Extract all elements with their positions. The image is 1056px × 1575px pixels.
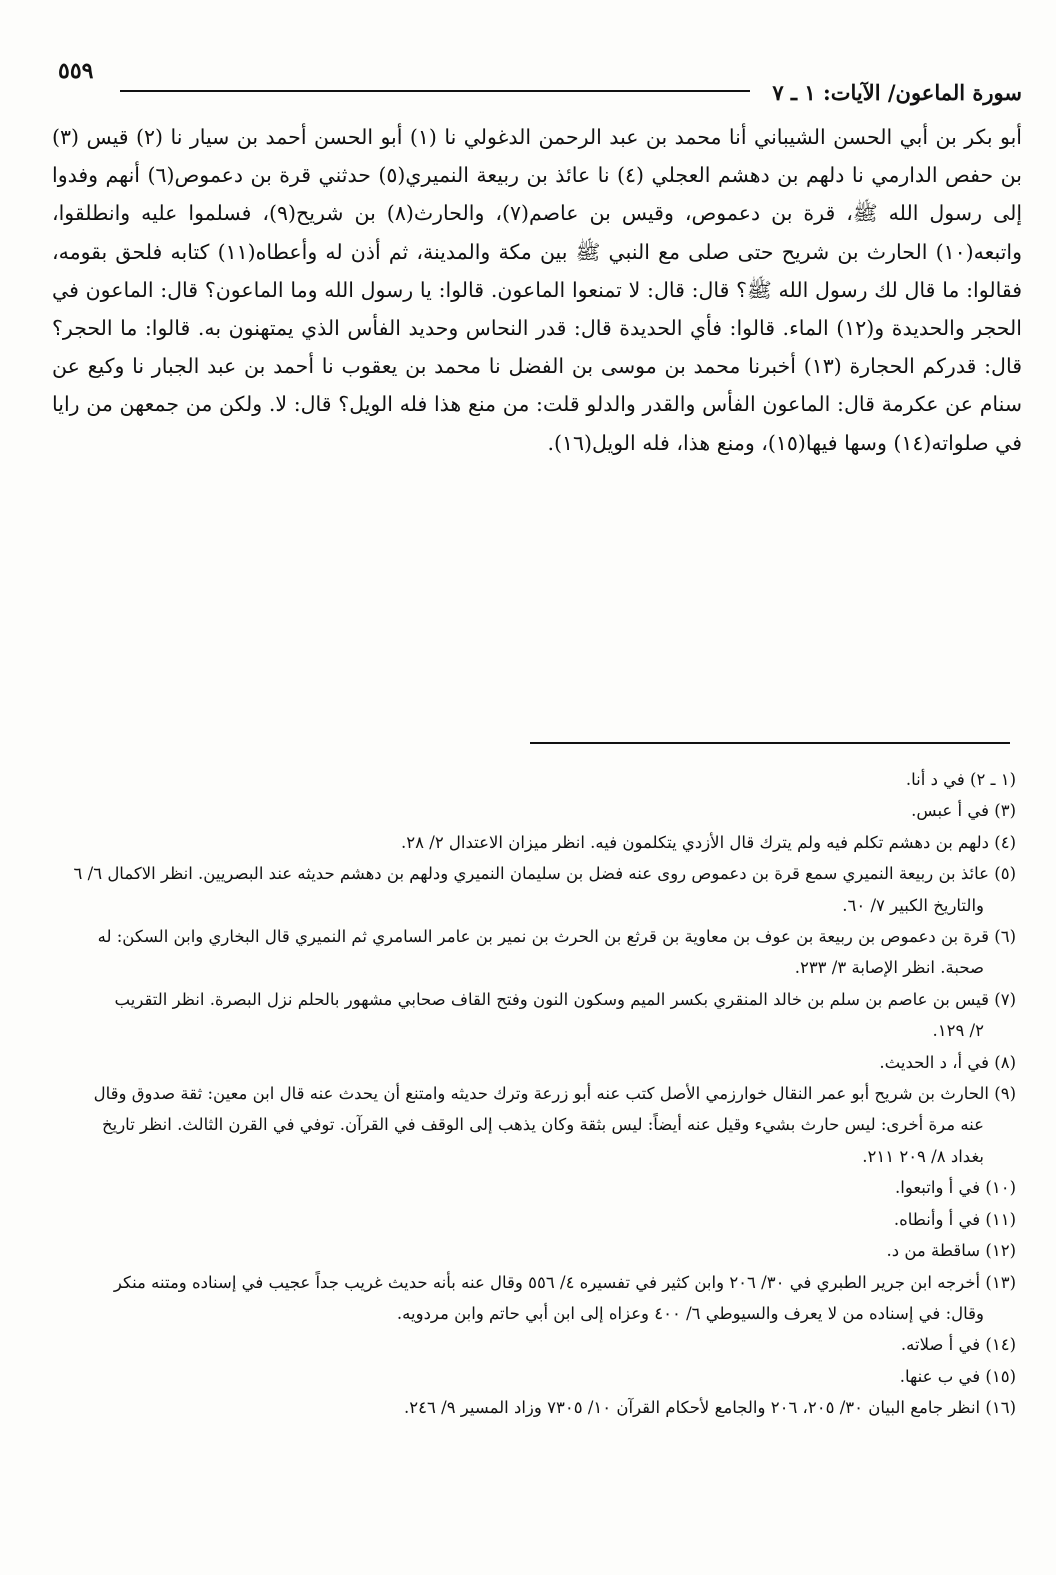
footnote-line: (١٣) أخرجه ابن جرير الطبري في ٣٠/ ٢٠٦ وابن كثير في تفسيره ٤/ ٥٥٦ وقال عنه بأنه حديث غريب جداً عجيب في إسناده ومتنه منكر [113, 1272, 1016, 1292]
footnote [48, 1078, 1016, 1172]
footnote-line: بغداد ٨/ ٢٠٩ ٢١١. [862, 1146, 984, 1166]
page-header [58, 58, 1022, 108]
footnote [48, 1329, 1016, 1360]
footnote [48, 1047, 1016, 1078]
footnote-line: (٣) في أ عبس. [911, 801, 1016, 821]
footnote [48, 764, 1016, 795]
footnote-line: صحبة. انظر الإصابة ٣/ ٢٣٣. [794, 958, 984, 978]
main-text [52, 118, 1022, 462]
footnote [48, 795, 1016, 826]
footnote [48, 858, 1016, 921]
footnote-separator [530, 742, 1010, 744]
running-title: سورة الماعون/ الآيات: ١ ـ ٧ [772, 80, 1022, 105]
main-paragraph: أبو بكر بن أبي الحسن الشيباني أنا محمد بن عبد الرحمن الدغولي نا (١) أبو الحسن أحمد بن سيار نا (٢) قيس (٣) بن حفص الدارمي نا دلهم بن دهشم العجلي (٤) نا عائذ بن ربيعة النميري(٥) حدثني قرة بن دعموص(٦) أنهم وفدوا إلى رسول الله ﷺ، قرة بن دعموص، وقيس بن عاصم(٧)، والحارث(٨) بن شريح(٩)، فسلموا عليه وانطلقوا، واتبعه(١٠) الحارث بن شريح حتى صلى مع النبي ﷺ بين مكة والمدينة، ثم أذن له وأعطاه(١١) كتابه فلحق بقومه، فقالوا: ما قال لك رسول الله ﷺ؟ قال: قال: لا تمنعوا الماعون. قالوا: يا رسول الله وما الماعون؟ قال: الماعون في الحجر والحديدة و(١٢) الماء. قالوا: فأي الحديدة قال: قدر النحاس وحديد الفأس الذي يمتهنون به. قالوا: ما الحجر؟ قال: قدركم الحجارة (١٣) أخبرنا محمد بن موسى بن الفضل نا محمد بن يعقوب نا أحمد بن عبد الجبار نا وكيع عن سنام عن عكرمة قال: الماعون الفأس والقدر والدلو قلت: من منع هذا فله الويل؟ قال: لا. ولكن من جمعهن من رايا في صلواته(١٤) وسها فيها(١٥)، ومنع هذا، فله الويل(١٦). [52, 125, 1023, 455]
footnotes-section [48, 764, 1016, 1424]
footnote [48, 1392, 1016, 1423]
header-rule [120, 90, 750, 92]
footnote-line: (١٢) ساقطة من د. [886, 1241, 1016, 1261]
page-number: ٥٥٩ [58, 58, 94, 84]
footnote [48, 1172, 1016, 1203]
footnote [48, 1204, 1016, 1235]
footnote-line: (٨) في أ، د الحديث. [879, 1052, 1016, 1072]
footnote-line: ٢/ ١٢٩. [932, 1021, 984, 1041]
footnote-line: (٩) الحارث بن شريح أبو عمر النقال خوارزمي الأصل كتب عنه أبو زرعة وترك حديثه وامتنع أن يحدث عنه قال ابن معين: ثقة صدوق وقال [93, 1084, 1016, 1104]
footnote-line: (١١) في أ وأنطاه. [893, 1209, 1016, 1229]
footnote-line: (٤) دلهم بن دهشم تكلم فيه ولم يترك قال الأزدي يتكلمون فيه. انظر ميزان الاعتدال ٢/ ٢٨. [401, 832, 1016, 852]
footnote [48, 1267, 1016, 1330]
footnote [48, 984, 1016, 1047]
footnote-line: (١٥) في ب عنها. [899, 1366, 1016, 1386]
footnote-line: (٧) قيس بن عاصم بن سلم بن خالد المنقري بكسر الميم وسكون النون وفتح القاف صحابي مشهور بالحلم نزل البصرة. انظر التقريب [114, 989, 1016, 1009]
footnote-line: والتاريخ الكبير ٧/ ٦٠. [842, 895, 984, 915]
footnote-line: (١٦) انظر جامع البيان ٣٠/ ٢٠٥، ٢٠٦ والجامع لأحكام القرآن ١٠/ ٧٣٠٥ وزاد المسير ٩/ ٢٤٦. [404, 1398, 1016, 1418]
footnote-line: (١٤) في أ صلاته. [900, 1335, 1016, 1355]
footnote [48, 1361, 1016, 1392]
footnote-line: (٦) قرة بن دعموص بن ربيعة بن عوف بن معاوية بن قرثع بن الحرث بن نمير بن عامر السامري ثم النميري قال البخاري وابن السكن: له [97, 927, 1016, 947]
footnote-line: (١ ـ ٢) في د أنا. [905, 770, 1016, 789]
footnote-line: (٥) عائذ بن ربيعة النميري سمع قرة بن دعموص روى عنه فضل بن سليمان النميري ودلهم بن دهشم حديثه عند البصريين. انظر الاكمال ٦/ ٦ [73, 864, 1016, 884]
footnote-line: (١٠) في أ واتبعوا. [894, 1178, 1016, 1198]
footnote [48, 921, 1016, 984]
footnote [48, 827, 1016, 858]
footnote-line: وقال: في إسناده من لا يعرف والسيوطي ٦/ ٤٠٠ وعزاه إلى ابن أبي حاتم وابن مردويه. [396, 1303, 984, 1323]
footnote [48, 1235, 1016, 1266]
footnote-line: عنه مرة أخرى: ليس حارث بشيء وقيل عنه أيضاً: ليس بثقة وكان يذهب إلى الوقف في القرآن. توفي في القرن الثالث. انظر تاريخ [101, 1115, 984, 1135]
